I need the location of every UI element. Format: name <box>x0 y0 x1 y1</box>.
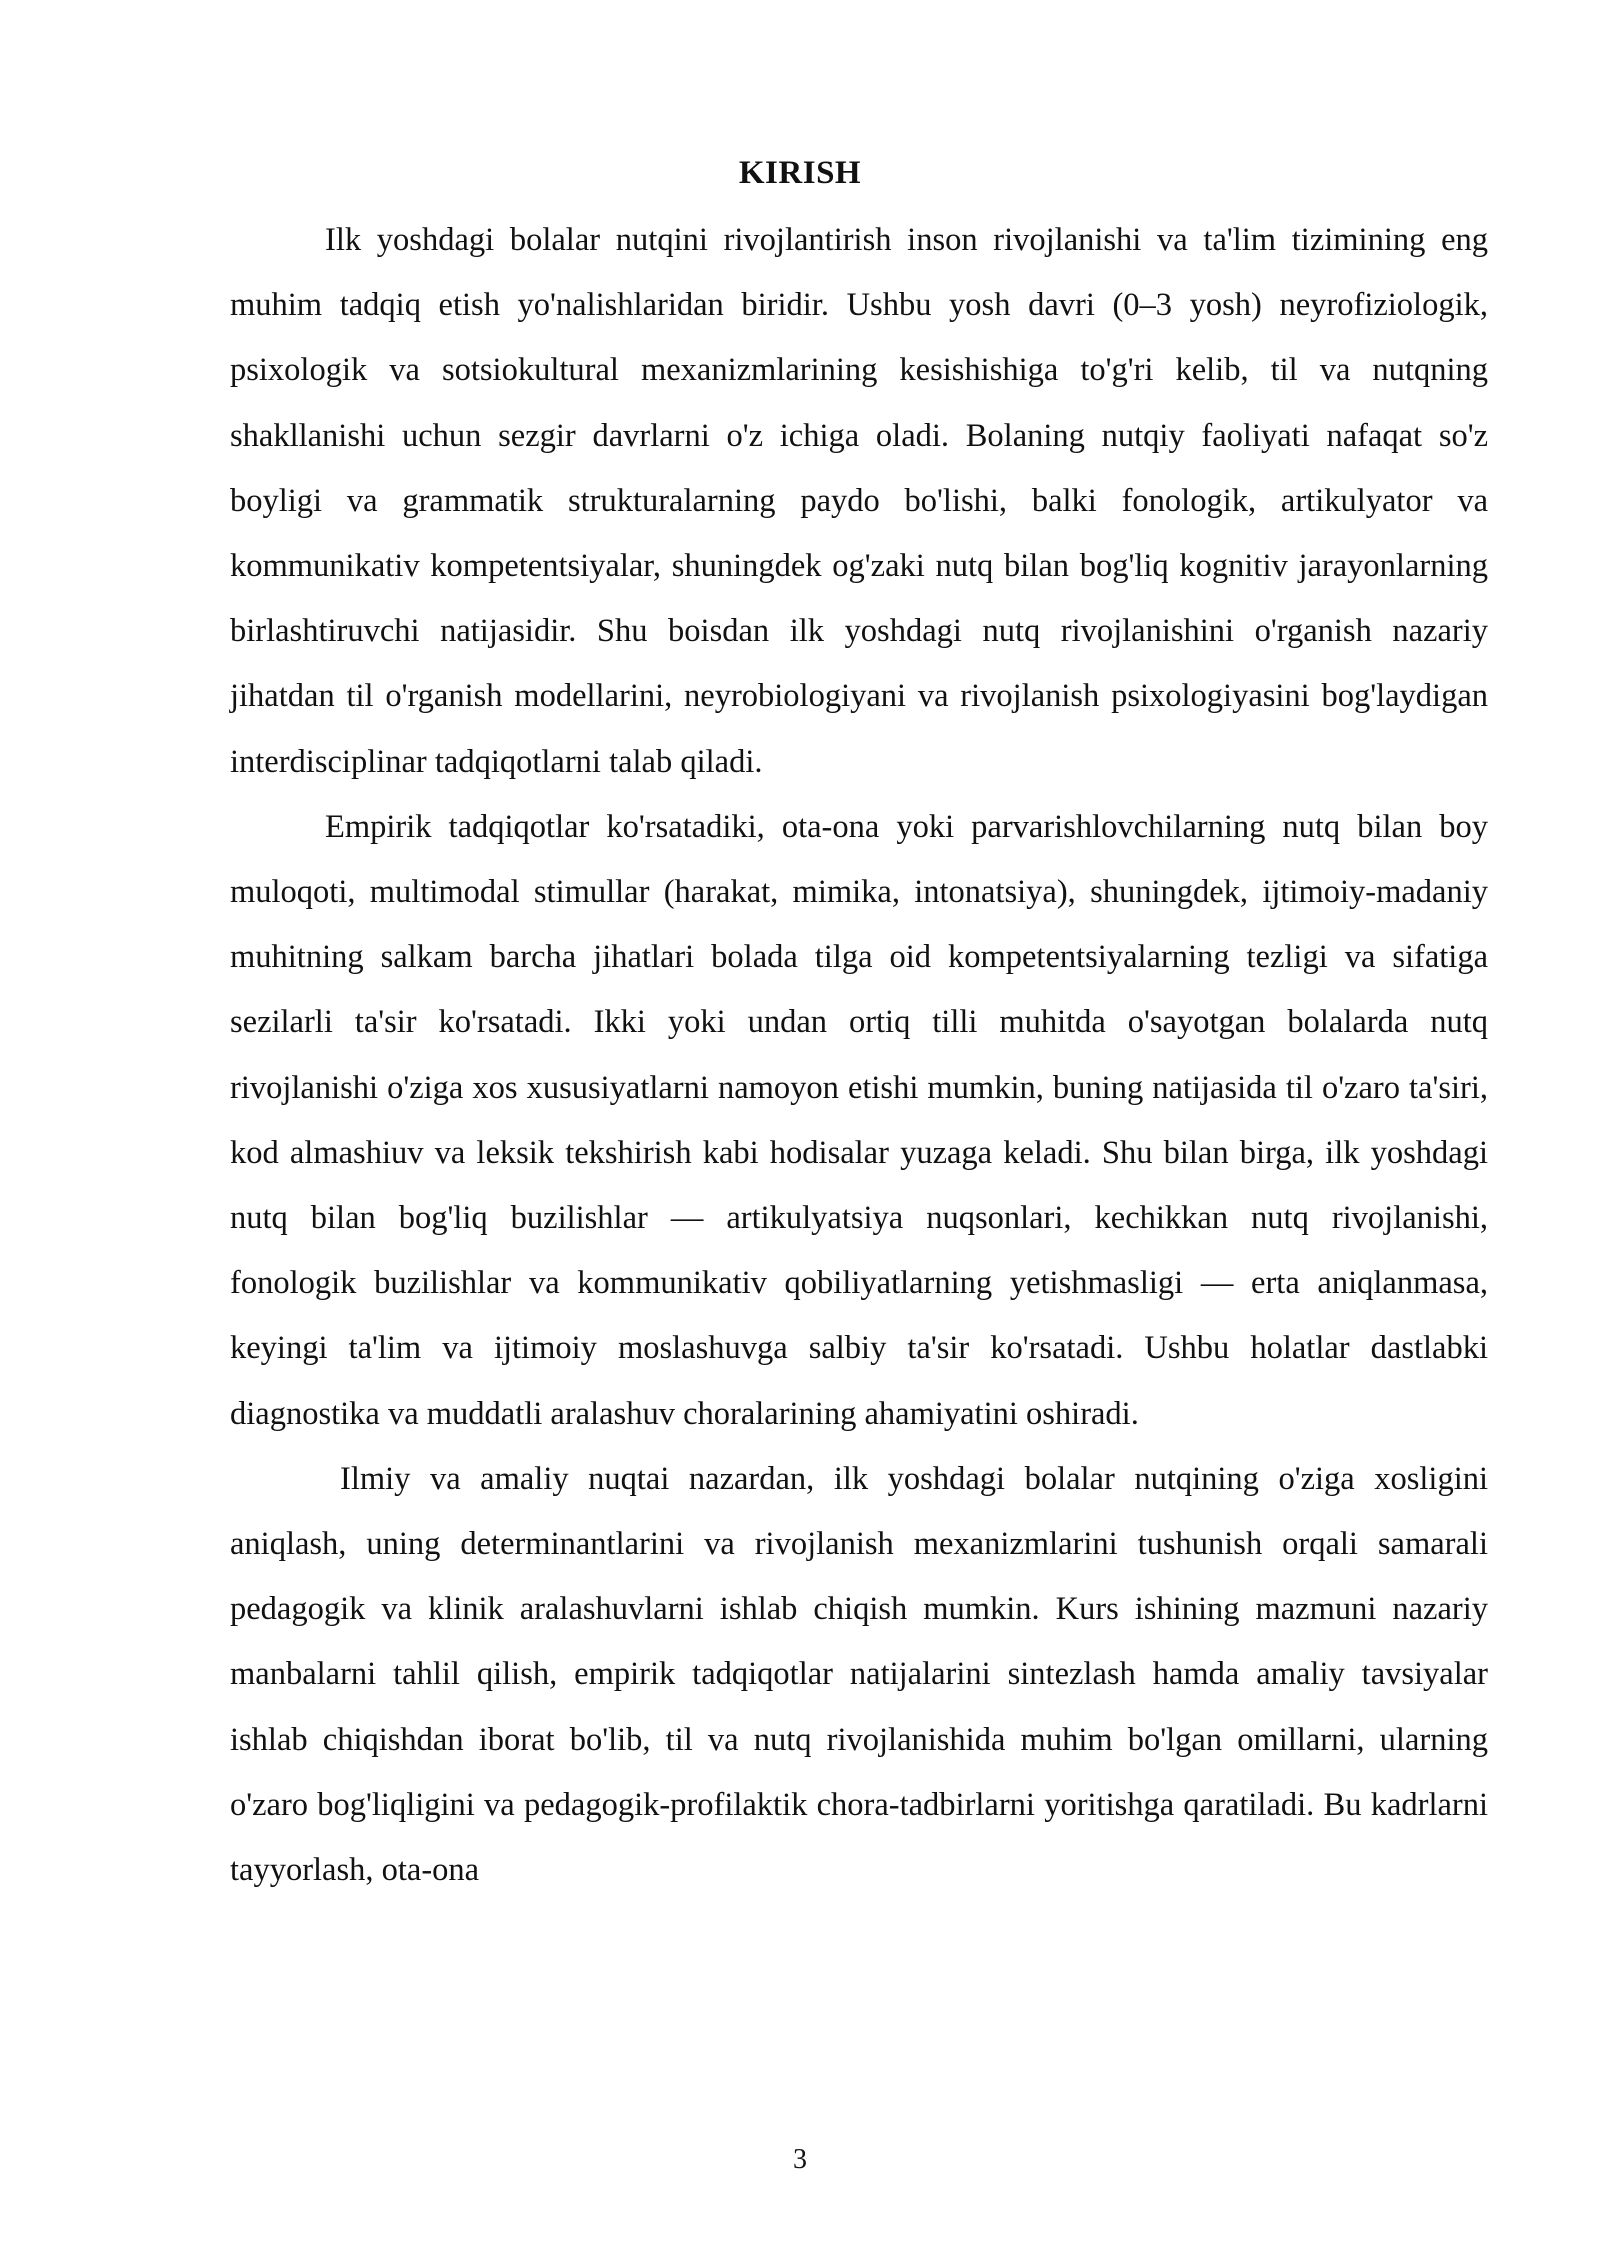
paragraph-1: Ilk yoshdagi bolalar nutqini rivojlantirish inson rivojlanishi va ta'lim tizimining eng muhim tadqiq etish yo'nalishlaridan biridir. Ushbu yosh davri (0–3 yosh) neyrofiziologik, psixologik va sotsiokultural mexanizmlarining kesishishiga to'g'ri kelib, til va nutqning shakllanishi uchun sezgir davrlarni o'z ichiga oladi. Bolaning nutqiy faoliyati nafaqat so'z boyligi va grammatik strukturalarning paydo bo'lishi, balki fonologik, artikulyator va kommunikativ kompetentsiyalar, shuningdek og'zaki nutq bilan bog'liq kognitiv jarayonlarning birlashtiruvchi natijasidir. Shu boisdan ilk yoshdagi nutq rivojlanishini o'rganish nazariy jihatdan til o'rganish modellarini, neyrobiologiyani va rivojlanish psixologiyasini bog'laydigan interdisciplinar tadqiqotlarni talab qiladi. <box>230 222 1488 780</box>
body-text <box>230 208 1488 1903</box>
page-title: KIRISH <box>738 155 862 191</box>
paragraph-2: Empirik tadqiqotlar ko'rsatadiki, ota-ona yoki parvarishlovchilarning nutq bilan boy muloqoti, multimodal stimullar (harakat, mimika, intonatsiya), shuningdek, ijtimoiy-madaniy muhitning salkam barcha jihatlari bolada tilga oid kompetentsiyalarning tezligi va sifatiga sezilarli ta'sir ko'rsatadi. Ikki yoki undan ortiq tilli muhitda o'sayotgan bolalarda nutq rivojlanishi o'ziga xos xususiyatlarni namoyon etishi mumkin, buning natijasida til o'zaro ta'siri, kod almashiuv va leksik tekshirish kabi hodisalar yuzaga keladi. Shu bilan birga, ilk yoshdagi nutq bilan bog'liq buzilishlar — artikulyatsiya nuqsonlari, kechikkan nutq rivojlanishi, fonologik buzilishlar va kommunikativ qobiliyatlarning yetishmasligi — erta aniqlanmasa, keyingi ta'lim va ijtimoiy moslashuvga salbiy ta'sir ko'rsatadi. Ushbu holatlar dastlabki diagnostika va muddatli aralashuv choralarining ahamiyatini oshiradi. <box>230 808 1488 1432</box>
page-number: 3 <box>793 2144 807 2175</box>
paragraph-3: Ilmiy va amaliy nuqtai nazardan, ilk yoshdagi bolalar nutqining o'ziga xosligini aniqlash, uning determinantlarini va rivojlanish mexanizmlarini tushunish orqali samarali pedagogik va klinik aralashuvlarni ishlab chiqish mumkin. Kurs ishining mazmuni nazariy manbalarni tahlil qilish, empirik tadqiqotlar natijalarini sintezlash hamda amaliy tavsiyalar ishlab chiqishdan iborat bo'lib, til va nutq rivojlanishida muhim bo'lgan omillarni, ularning o'zaro bog'liqligini va pedagogik-profilaktik chora-tadbirlarni yoritishga qaratiladi. Bu kadrlarni tayyorlash, ota-ona <box>230 1460 1488 1889</box>
